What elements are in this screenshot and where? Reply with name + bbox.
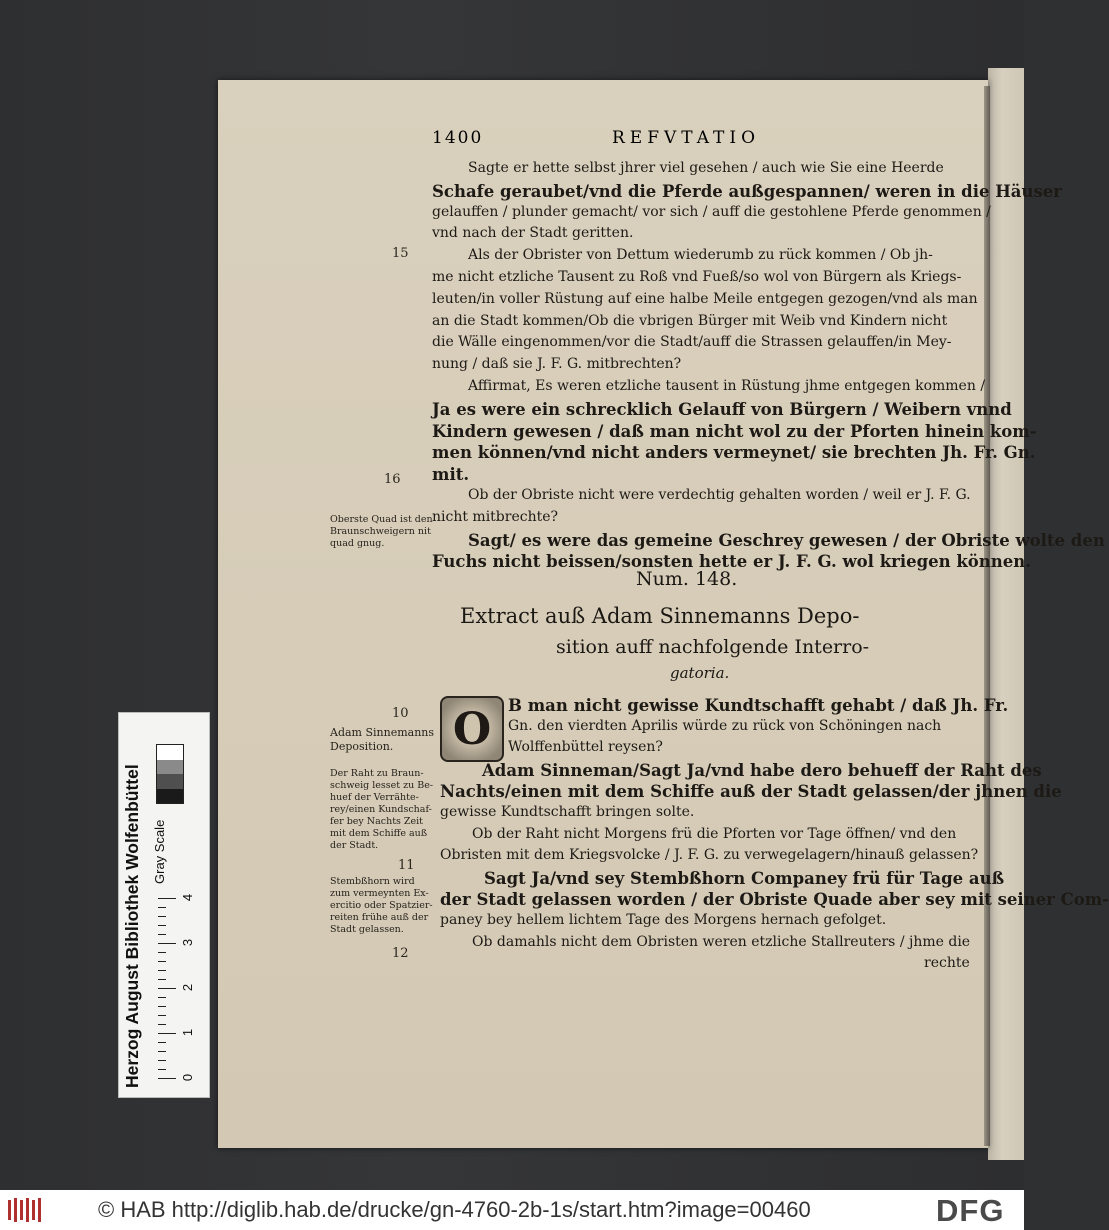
running-title: REFVTATIO [612, 128, 761, 148]
text-line: an die Stadt kommen/Ob die vbrigen Bürger mit Weib vnd Kindern nicht [432, 312, 948, 329]
swatch-white [157, 745, 183, 760]
ruler-minor-tick [158, 907, 166, 908]
ruler-minor-tick [158, 997, 166, 998]
text-line: gewisse Kundtschafft bringen solte. [440, 804, 695, 820]
ruler-tick-label: 4 [180, 893, 196, 902]
text-line: me nicht etzliche Tausent zu Roß vnd Fueß/so wol von Bürgern als Kriegs- [432, 269, 962, 285]
swatch-dark-gray [157, 774, 183, 789]
text-line: rechte [924, 955, 970, 972]
text-line: paney bey hellem lichtem Tage des Morgens hernach gefolget. [440, 912, 887, 928]
ruler-minor-tick [158, 1060, 166, 1061]
text-line: Gn. den vierdten Aprilis würde zu rück von Schöningen nach [508, 717, 942, 734]
page-number: 1400 [432, 128, 484, 148]
section-title-line-3: gatoria. [670, 664, 730, 682]
ruler-minor-tick [158, 979, 166, 980]
ruler-minor-tick [158, 916, 166, 917]
hab-logo-icon [6, 1196, 46, 1224]
text-line: Affirmat, Es weren etzliche tausent in Rüstung jhme entgegen kommen / [468, 378, 986, 394]
text-line: nicht mitbrechte? [432, 508, 559, 525]
ruler-minor-tick [158, 1015, 166, 1016]
ruler-minor-tick [158, 961, 166, 962]
ruler-minor-tick [158, 1024, 166, 1025]
ruler-minor-tick [158, 1042, 166, 1043]
text-line: Fuchs nicht beissen/sonsten hette er J. F. G. wol kriegen können. [432, 552, 1032, 572]
text-line: Wolffenbüttel reysen? [508, 739, 663, 756]
text-line: Sagt Ja/vnd sey Stembßhorn Companey frü für Tage auß [484, 868, 1005, 888]
footer-copyright-link[interactable]: © HAB http://diglib.hab.de/drucke/gn-4760-2b-1s/start.htm?image=00460 [98, 1197, 811, 1222]
ruler-tick-label: 1 [180, 1028, 196, 1037]
text-line: Kindern gewesen / daß man nicht wol zu der Pforten hinein kom- [432, 421, 1037, 441]
margin-number-12: 12 [392, 946, 409, 961]
margin-number-11: 11 [398, 858, 415, 873]
section-title-line-1: Extract auß Adam Sinnemanns Depo- [460, 604, 860, 628]
ruler-tick-label: 2 [180, 983, 196, 992]
section-title-line-2: sition auff nachfolgende Interro- [556, 636, 870, 658]
page-gutter-shadow [984, 86, 990, 1146]
side-note-stemb: Stembßhorn wird zum vermeynten Ex- ercitio oder Spatzier- reiten frühe auß der Stadt gelassen. [330, 876, 433, 935]
gray-swatches [156, 744, 184, 804]
text-line: nung / daß sie J. F. G. mitbrechten? [432, 356, 682, 373]
section-number: Num. 148. [636, 568, 738, 590]
ruler-minor-tick [158, 1069, 166, 1070]
decorated-initial: O [440, 696, 504, 762]
margin-number-15: 15 [392, 246, 409, 261]
ruler-tick-label: 3 [180, 938, 196, 947]
side-note-adam: Adam Sinnemanns Deposition. [330, 726, 435, 753]
text-line: Ob der Obriste nicht were verdechtig gehalten worden / weil er J. F. G. [468, 487, 971, 503]
text-line: B man nicht gewisse Kundtschafft gehabt / daß Jh. Fr. [508, 696, 1009, 715]
ruler-minor-tick [158, 1078, 166, 1079]
text-line: mit. [432, 465, 470, 485]
text-line: Sagt/ es were das gemeine Geschrey gewesen / der Obriste wolte den [468, 530, 1105, 550]
text-line: Ob damahls nicht dem Obristen weren etzliche Stallreuters / jhme die [472, 933, 971, 950]
ruler-minor-tick [158, 943, 166, 944]
ruler-tick-label: 0 [180, 1073, 196, 1082]
ruler-minor-tick [158, 970, 166, 971]
text-line: der Stadt gelassen worden / der Obriste Quade aber sey mit seiner Com- [440, 890, 1109, 910]
side-note-raht: Der Raht zu Braun- schweig lesset zu Be- huef der Verrähte- rey/einen Kundschaf- fer bey Nachts Zeit mit dem Schiffe auß der Stadt. [330, 768, 434, 851]
dfg-logo: DFG [936, 1193, 1005, 1228]
text-line: Als der Obrister von Dettum wiederumb zu rück kommen / Ob jh- [468, 247, 933, 264]
ruler-minor-tick [158, 952, 166, 953]
text-line: gelauffen / plunder gemacht/ vor sich / auff die gestohlene Pferde genommen / [432, 203, 991, 220]
ruler-minor-tick [158, 934, 166, 935]
text-line: vnd nach der Stadt geritten. [432, 225, 634, 242]
ruler-gray-scale-label: Gray Scale [152, 819, 167, 884]
text-line: men können/vnd nicht anders vermeynet/ sie brechten Jh. Fr. Gn. [432, 443, 1036, 463]
side-note-quad: Oberste Quad ist den Braunschweigern nit quad gnug. [330, 514, 433, 549]
swatch-mid-gray [157, 760, 183, 775]
adjacent-page-edge [988, 68, 1024, 1160]
text-line: Adam Sinneman/Sagt Ja/vnd habe dero behueff der Raht des [482, 760, 1042, 780]
ruler-minor-tick [158, 1051, 166, 1052]
ruler-minor-tick [158, 925, 166, 926]
text-line: die Wälle eingenommen/vor die Stadt/auff die Strassen gelauffen/in Mey- [432, 334, 952, 351]
text-line: Nachts/einen mit dem Schiffe auß der Stadt gelassen/der jhnen die [440, 782, 1062, 802]
ruler-library-name: Herzog August Bibliothek Wolfenbüttel [122, 764, 142, 1088]
ruler-minor-tick [158, 898, 166, 899]
text-line: Ja es were ein schrecklich Gelauff von Bürgern / Weibern vnnd [432, 399, 1012, 419]
margin-number-16: 16 [384, 472, 401, 487]
text-line: Obristen mit dem Kriegsvolcke / J. F. G. zu verwegelagern/hinauß gelassen? [440, 847, 979, 864]
ruler-minor-tick [158, 1006, 166, 1007]
margin-number-10: 10 [392, 706, 409, 721]
text-line: Ob der Raht nicht Morgens frü die Pforten vor Tage öffnen/ vnd den [472, 825, 957, 842]
text-line: leuten/in voller Rüstung auf eine halbe Meile entgegen gezogen/vnd als man [432, 290, 978, 307]
text-line: Schafe geraubet/vnd die Pferde außgespannen/ weren in die Häuser [432, 181, 1062, 201]
text-line: Sagte er hette selbst jhrer viel gesehen / auch wie Sie eine Heerde [468, 160, 944, 176]
ruler-minor-tick [158, 988, 166, 989]
ruler-minor-tick [158, 1033, 166, 1034]
swatch-black [157, 789, 183, 804]
